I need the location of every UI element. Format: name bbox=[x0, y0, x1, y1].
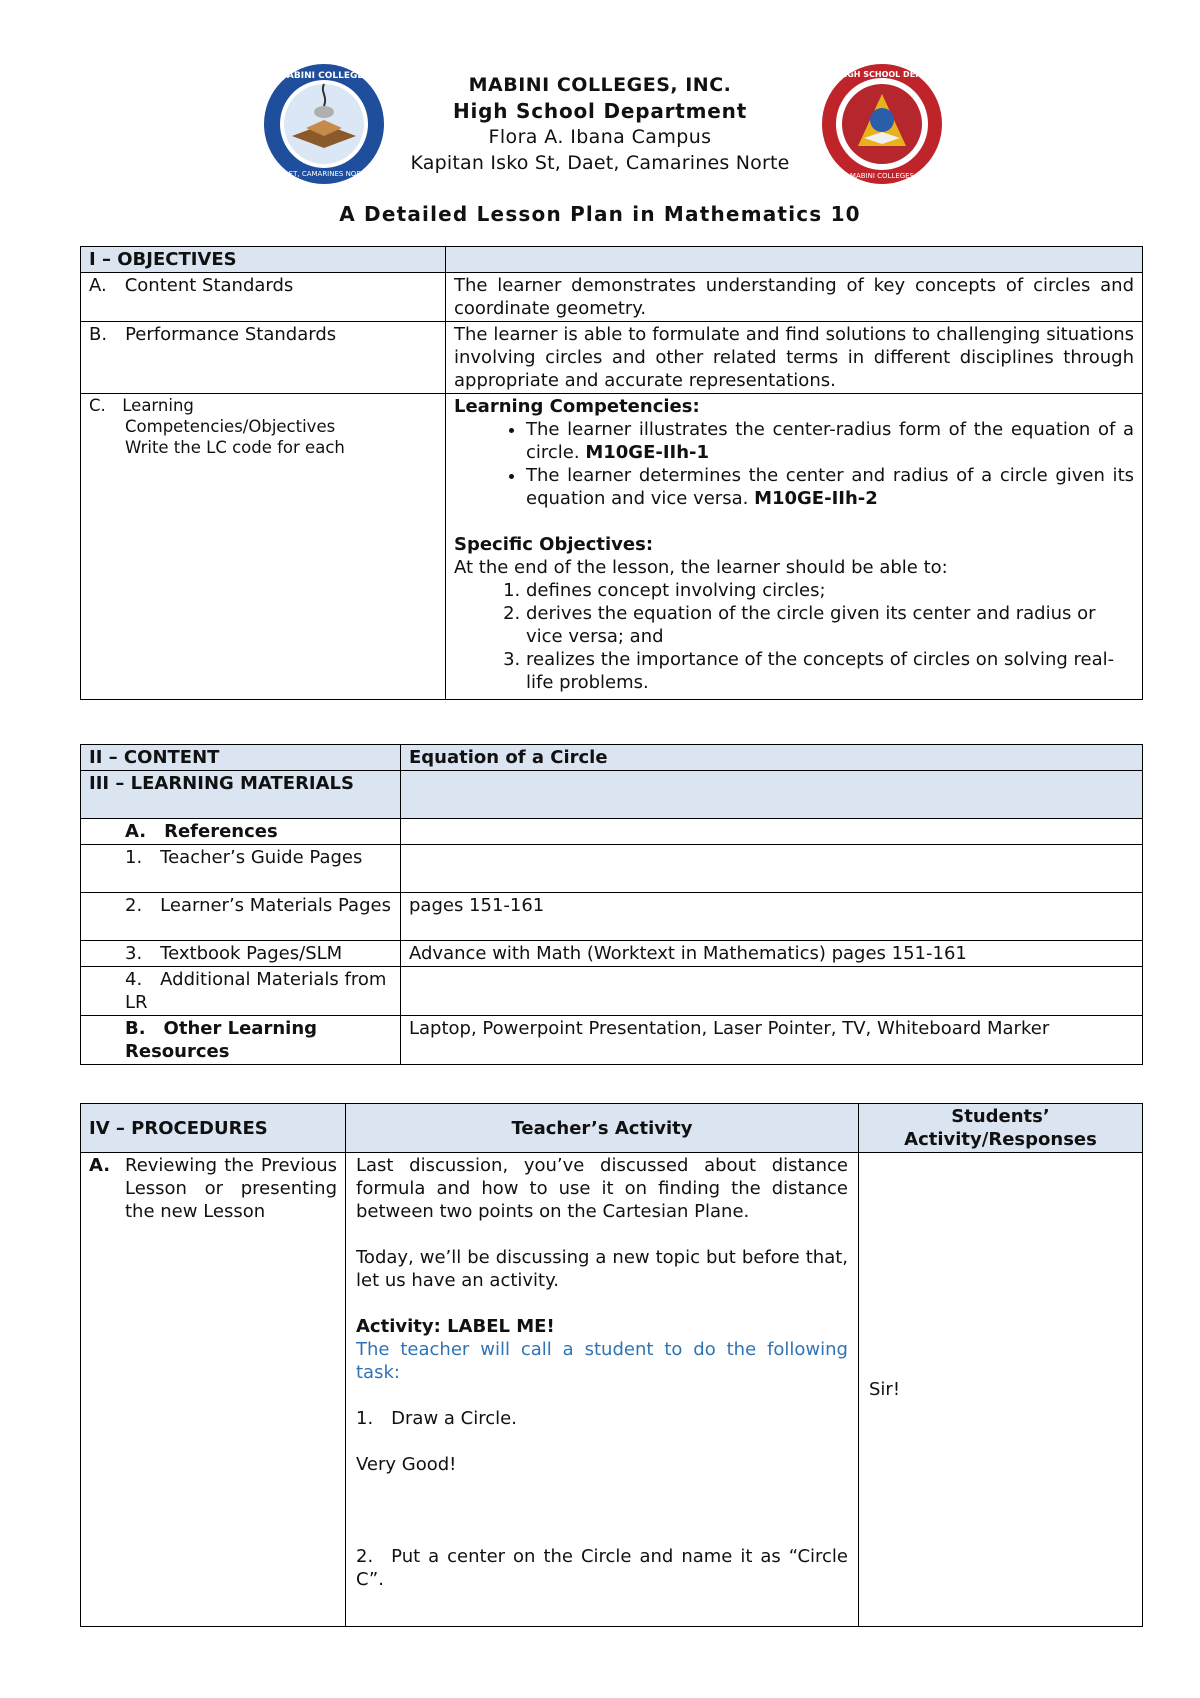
student-response-cell bbox=[859, 1153, 1143, 1627]
additional-materials-value bbox=[401, 967, 1143, 1016]
department-name: High School Department bbox=[452, 99, 748, 123]
lc-code: M10GE-IIh-2 bbox=[754, 488, 878, 509]
institution-name: MABINI COLLEGES, INC. bbox=[468, 74, 732, 96]
svg-text:HIGH SCHOOL DEPT: HIGH SCHOOL DEPT bbox=[837, 70, 927, 79]
lc-code: M10GE-IIh-1 bbox=[585, 442, 710, 463]
other-resources-value: Laptop, Powerpoint Presentation, Laser Pointer, TV, Whiteboard Marker bbox=[401, 1016, 1143, 1065]
procedure-step-a bbox=[81, 1153, 346, 1627]
teacher-activity-heading: Teacher’s Activity bbox=[346, 1104, 859, 1153]
list-item bbox=[526, 464, 1134, 510]
svg-text:MABINI COLLEGES: MABINI COLLEGES bbox=[849, 172, 915, 180]
objectives-heading: I – OBJECTIVES bbox=[81, 247, 446, 273]
lc-label-line-3: Write the LC code for each bbox=[125, 438, 345, 457]
activity-title: Activity: LABEL ME! bbox=[356, 1316, 555, 1337]
activity-instruction: The teacher will call a student to do the following task: bbox=[356, 1339, 848, 1383]
step-letter: A. bbox=[89, 1155, 111, 1176]
teacher-praise: Very Good! bbox=[356, 1454, 457, 1475]
list-item bbox=[526, 418, 1134, 464]
procedures-heading: IV – PROCEDURES bbox=[81, 1104, 346, 1153]
learning-materials-heading: III – LEARNING MATERIALS bbox=[81, 771, 401, 819]
teachers-guide-value bbox=[401, 845, 1143, 893]
content-materials-table bbox=[80, 744, 1143, 1065]
learning-competencies-cell bbox=[446, 394, 1143, 700]
specific-objectives-heading: Specific Objectives: bbox=[454, 534, 654, 555]
specific-objectives-intro: At the end of the lesson, the learner should be able to: bbox=[454, 557, 948, 578]
additional-materials-label: 4. Additional Materials from LR bbox=[81, 967, 401, 1016]
lc-list bbox=[454, 418, 1134, 510]
list-item: 2. derives the equation of the circle given its center and radius or vice versa; and bbox=[526, 602, 1134, 648]
list-item: 1. defines concept involving circles; bbox=[526, 579, 1134, 602]
other-resources-label: B. Other Learning Resources bbox=[81, 1016, 401, 1065]
lc-item-text: The learner determines the center and radius of a circle given its equation and vice versa. bbox=[526, 465, 1134, 509]
specific-objectives-list bbox=[454, 579, 1134, 694]
content-standards-label: A. Content Standards bbox=[81, 273, 446, 322]
content-value: Equation of a Circle bbox=[401, 745, 1143, 771]
textbook-label: 3. Textbook Pages/SLM bbox=[81, 941, 401, 967]
teacher-activity-cell bbox=[346, 1153, 859, 1627]
step-label: Reviewing the Previous Lesson or presenting the new Lesson bbox=[125, 1155, 337, 1222]
lc-label-line-2: Competencies/Objectives bbox=[125, 417, 336, 436]
learning-competencies-label bbox=[81, 394, 446, 700]
learners-materials-value: pages 151-161 bbox=[401, 893, 1143, 941]
task-2: 2. Put a center on the Circle and name it as “Circle C”. bbox=[356, 1546, 848, 1590]
objectives-table bbox=[80, 246, 1143, 700]
svg-text:MABINI COLLEGES: MABINI COLLEGES bbox=[277, 71, 371, 81]
performance-standards-text: The learner is able to formulate and find solutions to challenging situations involving circles and other related terms in different disciplines through appropriate and accurate representations. bbox=[446, 322, 1143, 394]
procedures-table bbox=[80, 1103, 1143, 1627]
school-address: Kapitan Isko St, Daet, Camarines Norte bbox=[410, 152, 790, 174]
content-standards-text: The learner demonstrates understanding of key concepts of circles and coordinate geometry. bbox=[446, 273, 1143, 322]
task-1: 1. Draw a Circle. bbox=[356, 1408, 517, 1429]
lc-label-line-1: C. Learning bbox=[89, 396, 194, 415]
svg-text:DAET, CAMARINES NORTE: DAET, CAMARINES NORTE bbox=[278, 170, 370, 178]
lc-item-text: The learner illustrates the center-radius form of the equation of a circle. bbox=[526, 419, 1134, 463]
teachers-guide-label: 1. Teacher’s Guide Pages bbox=[81, 845, 401, 893]
textbook-value: Advance with Math (Worktext in Mathematics) pages 151-161 bbox=[401, 941, 1143, 967]
teacher-paragraph-1: Last discussion, you’ve discussed about distance formula and how to use it on finding the distance between two points on the Cartesian Plane. bbox=[356, 1155, 848, 1222]
content-heading: II – CONTENT bbox=[81, 745, 401, 771]
teacher-paragraph-2: Today, we’ll be discussing a new topic but before that, let us have an activity. bbox=[356, 1247, 848, 1291]
list-item: 3. realizes the importance of the concepts of circles on solving real-life problems. bbox=[526, 648, 1134, 694]
page-title: A Detailed Lesson Plan in Mathematics 10 bbox=[339, 202, 861, 226]
student-response: Sir! bbox=[869, 1379, 901, 1400]
references-label: A. References bbox=[81, 819, 401, 845]
campus-name: Flora A. Ibana Campus bbox=[488, 126, 712, 148]
learners-materials-label: 2. Learner’s Materials Pages bbox=[81, 893, 401, 941]
school-header bbox=[360, 72, 840, 176]
lc-heading: Learning Competencies: bbox=[454, 396, 700, 417]
performance-standards-label: B. Performance Standards bbox=[81, 322, 446, 394]
students-activity-heading: Students’ Activity/Responses bbox=[859, 1104, 1143, 1153]
